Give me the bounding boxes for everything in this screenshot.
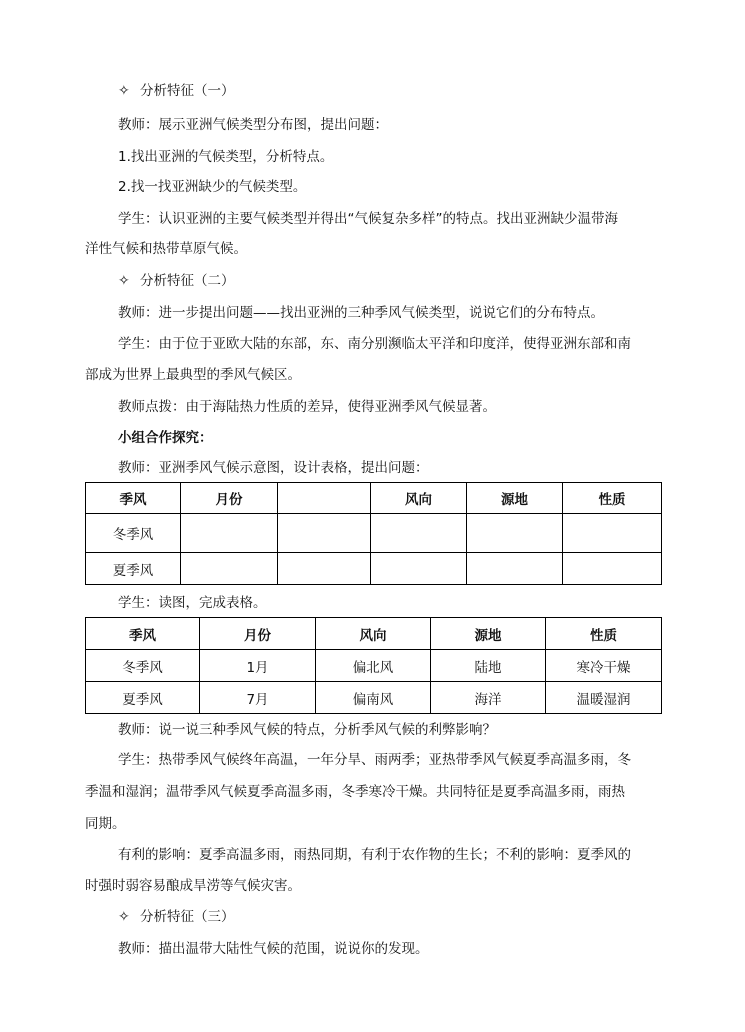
- table-cell: [181, 553, 278, 585]
- paragraph: 2.找一找亚洲缺少的气候类型。: [118, 179, 307, 195]
- paragraph: 学生：认识亚洲的主要气候类型并得出“气候复杂多样”的特点。找出亚洲缺少温带海: [118, 211, 618, 227]
- diamond-bullet-icon: ✧: [118, 909, 130, 925]
- table-header-row: [86, 618, 662, 650]
- group-title: 小组合作探究：: [118, 430, 213, 446]
- paragraph: 时强时弱容易酿成旱涝等气候灾害。: [85, 878, 301, 894]
- table-cell: 偏南风: [316, 682, 431, 714]
- table-row: [86, 650, 662, 682]
- section-heading-1: ✧ 分析特征（一）: [118, 83, 235, 99]
- blank-table: [85, 482, 662, 585]
- table-cell: [278, 514, 371, 553]
- paragraph: 有利的影响：夏季高温多雨，雨热同期，有利于农作物的生长；不利的影响：夏季风的: [118, 847, 631, 863]
- table-cell: 陆地: [431, 650, 546, 682]
- table-header: 风向: [316, 618, 431, 650]
- table-cell: [371, 514, 467, 553]
- table-cell: [371, 553, 467, 585]
- table-header: 季风: [86, 483, 181, 514]
- table-cell: 冬季风: [86, 514, 181, 553]
- table-cell: 海洋: [431, 682, 546, 714]
- diamond-bullet-icon: ✧: [118, 83, 130, 99]
- table-cell: 寒冷干燥: [546, 650, 662, 682]
- diamond-bullet-icon: ✧: [118, 273, 130, 289]
- section-heading-2: ✧ 分析特征（二）: [118, 273, 235, 289]
- table-header: 性质: [563, 483, 662, 514]
- paragraph: 洋性气候和热带草原气候。: [85, 241, 247, 257]
- table-cell: [181, 514, 278, 553]
- table-cell: 偏北风: [316, 650, 431, 682]
- paragraph: 季温和湿润；温带季风气候夏季高温多雨，冬季寒冷干燥。共同特征是夏季高温多雨，雨热: [85, 784, 625, 800]
- table-cell: [278, 553, 371, 585]
- section-heading-3: ✧ 分析特征（三）: [118, 909, 235, 925]
- paragraph: 教师点拨：由于海陆热力性质的差异，使得亚洲季风气候显著。: [118, 399, 496, 415]
- table-header: 季风: [86, 618, 200, 650]
- paragraph: 教师：描出温带大陆性气候的范围，说说你的发现。: [118, 941, 429, 957]
- table-header: 源地: [467, 483, 563, 514]
- table-row: [86, 514, 662, 553]
- paragraph: 教师：亚洲季风气候示意图，设计表格，提出问题：: [118, 460, 429, 476]
- filled-table: [85, 617, 662, 714]
- paragraph: 教师：展示亚洲气候类型分布图，提出问题：: [118, 117, 388, 133]
- table-header: 源地: [431, 618, 546, 650]
- paragraph: 学生：热带季风气候终年高温，一年分旱、雨两季；亚热带季风气候夏季高温多雨，冬: [118, 752, 631, 768]
- table-header: [278, 483, 371, 514]
- table-header: 性质: [546, 618, 662, 650]
- table-header: 月份: [181, 483, 278, 514]
- paragraph: 教师：说一说三种季风气候的特点，分析季风气候的利弊影响？: [118, 722, 496, 738]
- table-row: [86, 682, 662, 714]
- table-cell: 1月: [200, 650, 316, 682]
- paragraph: 同期。: [85, 816, 126, 832]
- paragraph: 部成为世界上最典型的季风气候区。: [85, 367, 301, 383]
- paragraph: 学生：由于位于亚欧大陆的东部，东、南分别濒临太平洋和印度洋，使得亚洲东部和南: [118, 336, 631, 352]
- table-cell: [467, 514, 563, 553]
- table-cell: 夏季风: [86, 682, 200, 714]
- table-cell: 7月: [200, 682, 316, 714]
- table-header: 风向: [371, 483, 467, 514]
- paragraph: 教师：进一步提出问题——找出亚洲的三种季风气候类型，说说它们的分布特点。: [118, 305, 604, 321]
- table-cell: 夏季风: [86, 553, 181, 585]
- table-cell: [563, 553, 662, 585]
- table-header-row: [86, 483, 662, 514]
- table-cell: 冬季风: [86, 650, 200, 682]
- table-row: [86, 553, 662, 585]
- table-header: 月份: [200, 618, 316, 650]
- table-cell: [563, 514, 662, 553]
- paragraph: 学生：读图，完成表格。: [118, 595, 267, 611]
- table-cell: [467, 553, 563, 585]
- table-cell: 温暖湿润: [546, 682, 662, 714]
- paragraph: 1.找出亚洲的气候类型，分析特点。: [118, 149, 334, 165]
